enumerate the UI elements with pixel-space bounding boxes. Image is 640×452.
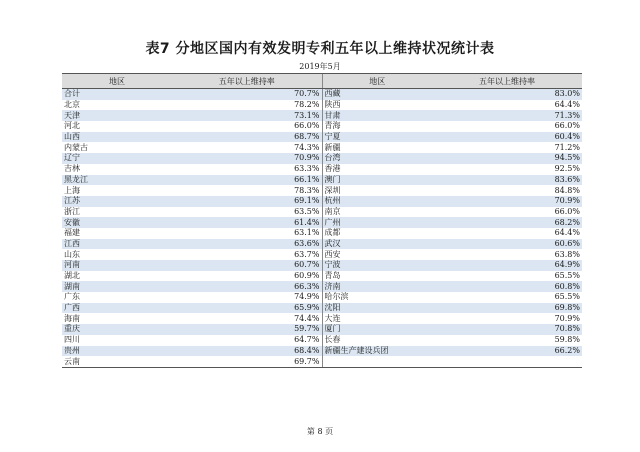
rate-cell: 65.5% <box>554 271 580 281</box>
region-cell: 成都 <box>322 228 432 239</box>
region-cell: 厦门 <box>322 324 432 335</box>
rate-cell: 70.9% <box>554 313 580 323</box>
rate-cell: 70.7% <box>172 89 322 100</box>
rate-cell: 65.5% <box>554 292 580 302</box>
rate-cell: 63.6% <box>172 239 322 250</box>
rate-cell: 63.1% <box>294 228 320 238</box>
rate-cell: 74.4% <box>294 313 320 323</box>
table-row <box>62 324 582 335</box>
region-cell: 安徽 <box>62 217 172 228</box>
rate-cell: 69.1% <box>172 196 322 207</box>
rate-cell: 66.2% <box>432 346 582 357</box>
rate-cell: 94.5% <box>432 153 582 164</box>
rate-cell: 70.9% <box>432 196 582 207</box>
table-header-row <box>62 74 582 89</box>
region-cell: 深圳 <box>322 185 432 196</box>
table-row <box>62 153 582 164</box>
table-row <box>62 335 582 346</box>
region-cell: 台湾 <box>322 153 432 164</box>
region-cell: 吉林 <box>64 164 80 174</box>
rate-cell: 59.8% <box>554 335 580 345</box>
table-row <box>62 175 582 186</box>
table-row <box>62 121 582 132</box>
region-cell: 上海 <box>64 185 80 195</box>
table-row <box>62 164 582 175</box>
table-row <box>62 196 582 207</box>
rate-cell: 64.4% <box>554 100 580 110</box>
region-cell: 西藏 <box>322 89 432 100</box>
region-cell: 四川 <box>64 335 80 345</box>
rate-cell: 63.3% <box>294 164 320 174</box>
column-header-region-left: 地区 <box>62 74 172 89</box>
region-cell: 江西 <box>62 239 172 250</box>
rate-cell: 66.3% <box>172 281 322 292</box>
region-cell: 杭州 <box>322 196 432 207</box>
region-cell <box>322 356 432 367</box>
region-cell: 广州 <box>322 217 432 228</box>
region-cell: 大连 <box>322 313 432 324</box>
table-row <box>62 356 582 367</box>
table-row <box>62 249 582 260</box>
rate-cell: 60.9% <box>294 271 320 281</box>
region-cell: 澳门 <box>322 175 432 186</box>
rate-cell: 78.3% <box>294 185 320 195</box>
rate-cell: 64.9% <box>432 260 582 271</box>
region-cell: 长春 <box>322 335 432 346</box>
region-cell: 江苏 <box>62 196 172 207</box>
rate-cell: 60.6% <box>432 239 582 250</box>
table-row <box>62 228 582 239</box>
region-cell: 山东 <box>64 249 80 259</box>
rate-cell: 84.8% <box>554 185 580 195</box>
patent-maintenance-table <box>62 73 582 368</box>
table-body <box>62 89 582 368</box>
rate-cell: 69.7% <box>172 356 322 367</box>
rate-cell: 60.8% <box>432 281 582 292</box>
rate-cell: 74.9% <box>294 292 320 302</box>
rate-cell: 83.6% <box>432 175 582 186</box>
page-number: 第 8 页 <box>306 427 334 436</box>
column-header-rate-left: 五年以上维持率 <box>172 74 322 89</box>
region-cell: 新疆 <box>322 142 432 153</box>
region-cell: 武汉 <box>322 239 432 250</box>
rate-cell: 71.3% <box>432 110 582 121</box>
rate-cell: 60.4% <box>432 132 582 143</box>
rate-cell: 68.4% <box>172 346 322 357</box>
table-row <box>62 142 582 153</box>
region-cell: 青岛 <box>322 271 432 282</box>
rate-cell: 63.8% <box>554 249 580 259</box>
table-row <box>62 292 582 303</box>
rate-cell <box>432 356 582 367</box>
table-row <box>62 89 582 100</box>
region-cell: 重庆 <box>62 324 172 335</box>
column-header-region-right: 地区 <box>322 74 432 89</box>
table-date: 2019年5月 <box>299 62 341 71</box>
region-cell: 湖南 <box>62 281 172 292</box>
table-row <box>62 313 582 324</box>
region-cell: 宁波 <box>322 260 432 271</box>
region-cell: 黑龙江 <box>62 175 172 186</box>
rate-cell: 66.0% <box>294 121 320 131</box>
region-cell: 云南 <box>62 356 172 367</box>
table-row <box>62 260 582 271</box>
region-cell: 沈阳 <box>322 303 432 314</box>
region-cell: 天津 <box>62 110 172 121</box>
rate-cell: 70.8% <box>432 324 582 335</box>
table-row <box>62 207 582 218</box>
region-cell: 哈尔滨 <box>322 292 432 303</box>
region-cell: 内蒙古 <box>64 142 88 152</box>
table-row <box>62 132 582 143</box>
table-row <box>62 303 582 314</box>
rate-cell: 60.7% <box>172 260 322 271</box>
rate-cell: 68.7% <box>172 132 322 143</box>
region-cell: 辽宁 <box>62 153 172 164</box>
region-cell: 广西 <box>62 303 172 314</box>
rate-cell: 83.0% <box>432 89 582 100</box>
rate-cell: 64.7% <box>294 335 320 345</box>
table-row <box>62 185 582 196</box>
table-row <box>62 110 582 121</box>
region-cell: 香港 <box>322 164 432 175</box>
region-cell: 陕西 <box>322 100 432 111</box>
region-cell: 宁夏 <box>322 132 432 143</box>
rate-cell: 92.5% <box>554 164 580 174</box>
region-cell: 北京 <box>64 100 80 110</box>
region-cell: 福建 <box>64 228 80 238</box>
rate-cell: 78.2% <box>294 100 320 110</box>
rate-cell: 65.9% <box>172 303 322 314</box>
table-row <box>62 217 582 228</box>
region-cell: 青海 <box>322 121 432 132</box>
rate-cell: 68.2% <box>432 217 582 228</box>
region-cell: 甘肃 <box>322 110 432 121</box>
rate-cell: 63.5% <box>294 206 320 216</box>
region-cell: 湖北 <box>64 271 80 281</box>
region-cell: 河南 <box>62 260 172 271</box>
rate-cell: 63.7% <box>294 249 320 259</box>
rate-cell: 59.7% <box>172 324 322 335</box>
table-row <box>62 281 582 292</box>
region-cell: 广东 <box>64 292 80 302</box>
region-cell: 西安 <box>322 249 432 260</box>
rate-cell: 70.9% <box>172 153 322 164</box>
region-cell: 海南 <box>64 313 80 323</box>
region-cell: 河北 <box>64 121 80 131</box>
table-row <box>62 239 582 250</box>
region-cell: 新疆生产建设兵团 <box>322 346 432 357</box>
region-cell: 贵州 <box>62 346 172 357</box>
rate-cell: 66.0% <box>554 206 580 216</box>
rate-cell: 61.4% <box>172 217 322 228</box>
rate-cell: 66.1% <box>172 175 322 186</box>
table-row <box>62 271 582 282</box>
column-header-rate-right: 五年以上维持率 <box>432 74 582 89</box>
table-row <box>62 346 582 357</box>
rate-cell: 74.3% <box>294 142 320 152</box>
rate-cell: 73.1% <box>172 110 322 121</box>
region-cell: 南京 <box>322 207 432 218</box>
table-title: 表7 分地区国内有效发明专利五年以上维持状况统计表 <box>145 41 495 57</box>
region-cell: 浙江 <box>64 206 80 216</box>
table-row <box>62 100 582 111</box>
region-cell: 济南 <box>322 281 432 292</box>
region-cell: 合计 <box>62 89 172 100</box>
rate-cell: 64.4% <box>554 228 580 238</box>
rate-cell: 66.0% <box>554 121 580 131</box>
rate-cell: 71.2% <box>554 142 580 152</box>
region-cell: 山西 <box>62 132 172 143</box>
rate-cell: 69.8% <box>432 303 582 314</box>
